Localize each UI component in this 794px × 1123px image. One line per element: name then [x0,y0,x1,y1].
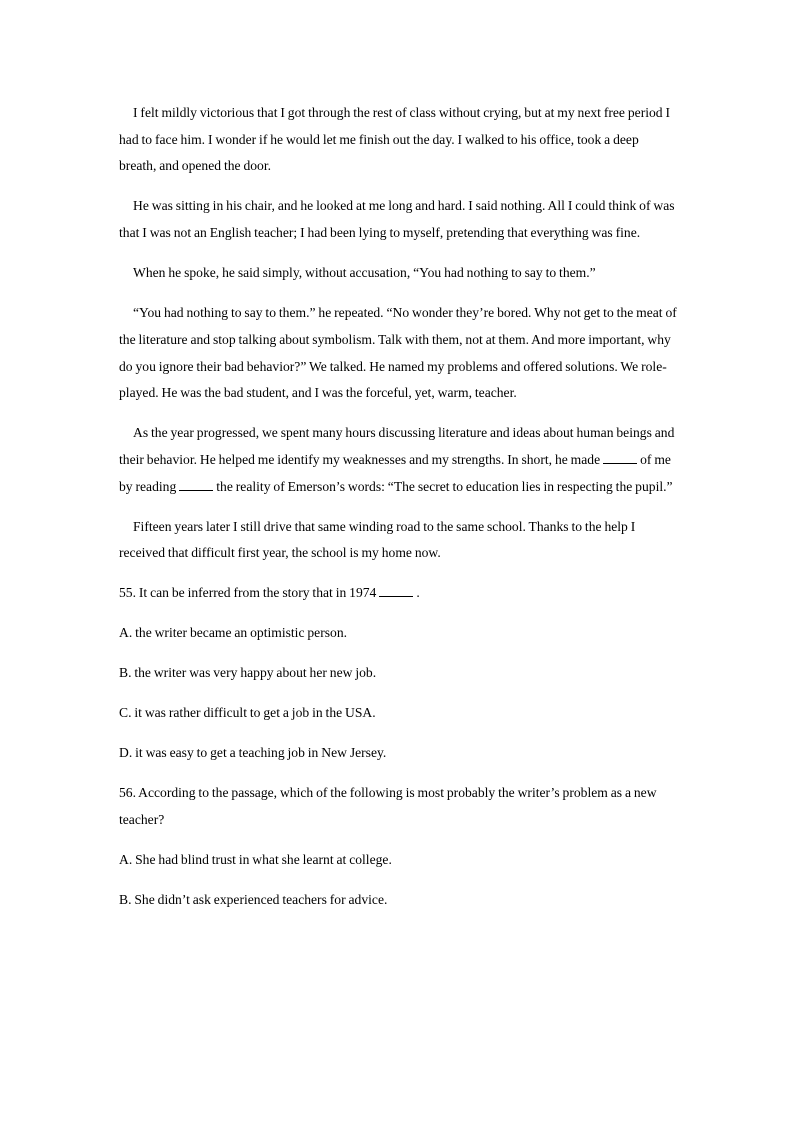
passage-paragraph-2: He was sitting in his chair, and he looked at me long and hard. I said nothing. All I could think of was that I was not an English teacher; I had been lying to myself, pretending that everything was fine. [119,198,675,241]
question-55-option-a: A. the writer became an optimistic person. [119,625,348,641]
fill-blank-2 [179,478,213,491]
passage-paragraph-1: I felt mildly victorious that I got through the rest of class without crying, but at my next free period I had to face him. I wonder if he would let me finish out the day. I walked to his office, took a deep breath, and opened the door. [119,105,671,174]
document-page [119,100,679,927]
paragraph-5-part-c: the reality of Emerson’s words: “The secret to education lies in respecting the pupil.” [216,478,673,494]
question-55-stem-end: . [416,585,420,601]
question-55-option-d: D. it was easy to get a teaching job in New Jersey. [119,745,387,761]
answer-blank-55 [379,584,413,597]
passage-paragraph-5 [119,420,679,500]
paragraph-5-part-b: of me by reading [119,451,671,494]
passage-paragraph-6: Fifteen years later I still drive that same winding road to the same school. Thanks to the help I received that difficult first year, the school is my home now. [119,518,636,561]
question-55-option-b: B. the writer was very happy about her new job. [119,665,377,681]
question-56-stem: 56. According to the passage, which of the following is most probably the writer’s problem as a new teacher? [119,785,657,828]
question-55-stem [119,580,679,607]
passage-paragraph-3: When he spoke, he said simply, without accusation, “You had nothing to say to them.” [133,265,596,281]
question-55-option-c: C. it was rather difficult to get a job in the USA. [119,705,376,721]
question-56-option-a: A. She had blind trust in what she learnt at college. [119,852,392,868]
passage-paragraph-4: “You had nothing to say to them.” he repeated. “No wonder they’re bored. Why not get to the meat of the literature and stop talking about symbolism. Talk with them, not at them. And more important, why do you ignore their bad behavior?” We talked. He named my problems and offered solutions. We role-played. He was the bad student, and I was the forceful, yet, warm, teacher. [119,305,677,401]
question-55-stem-text: 55. It can be inferred from the story that in 1974 [119,585,377,601]
fill-blank-1 [603,451,637,464]
question-56-option-b: B. She didn’t ask experienced teachers for advice. [119,892,388,908]
paragraph-5-part-a: As the year progressed, we spent many hours discussing literature and ideas about human beings and their behavior. He helped me identify my weaknesses and my strengths. In short, he made [119,425,675,467]
